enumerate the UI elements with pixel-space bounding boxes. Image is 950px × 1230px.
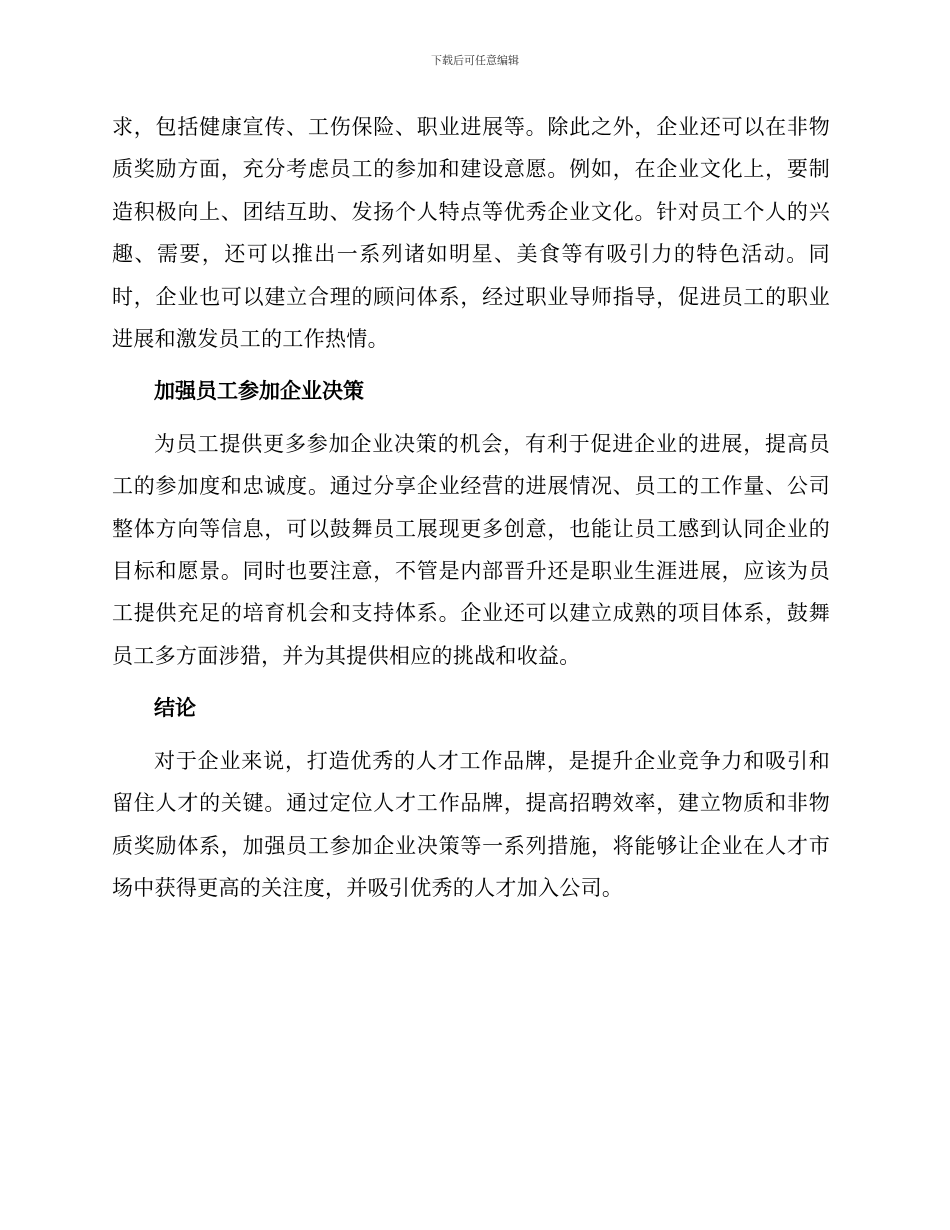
paragraph-continued: 求，包括健康宣传、工伤保险、职业进展等。除此之外，企业还可以在非物质奖励方面，充分考虑员工的参加和建设意愿。例如，在企业文化上，要制造积极向上、团结互助、发扬个人特点等优秀企业文化。针对员工个人的兴趣、需要，还可以推出一系列诸如明星、美食等有吸引力的特色活动。同时，企业也可以建立合理的顾问体系，经过职业导师指导，促进员工的职业进展和激发员工的工作热情。 <box>112 115 830 352</box>
section-heading-employee-decision: 加强员工参加企业决策 <box>154 379 364 404</box>
page-header: 下载后可任意编辑 <box>431 54 519 67</box>
paragraph-conclusion: 对于企业来说，打造优秀的人才工作品牌，是提升企业竞争力和吸引和留住人才的关键。通过定位人才工作品牌，提高招聘效率，建立物质和非物质奖励体系，加强员工参加企业决策等一系列措施，将能够让企业在人才市场中获得更高的关注度，并吸引优秀的人才加入公司。 <box>112 748 830 900</box>
document-body <box>112 106 830 909</box>
section-heading-conclusion: 结论 <box>154 696 196 721</box>
paragraph-employee-decision: 为员工提供更多参加企业决策的机会，有利于促进企业的进展，提高员工的参加度和忠诚度。通过分享企业经营的进展情况、员工的工作量、公司整体方向等信息，可以鼓舞员工展现更多创意，也能让员工感到认同企业的目标和愿景。同时也要注意，不管是内部晋升还是职业生涯进展，应该为员工提供充足的培育机会和支持体系。企业还可以建立成熟的项目体系，鼓舞员工多方面涉猎，并为其提供相应的挑战和收益。 <box>112 431 830 668</box>
